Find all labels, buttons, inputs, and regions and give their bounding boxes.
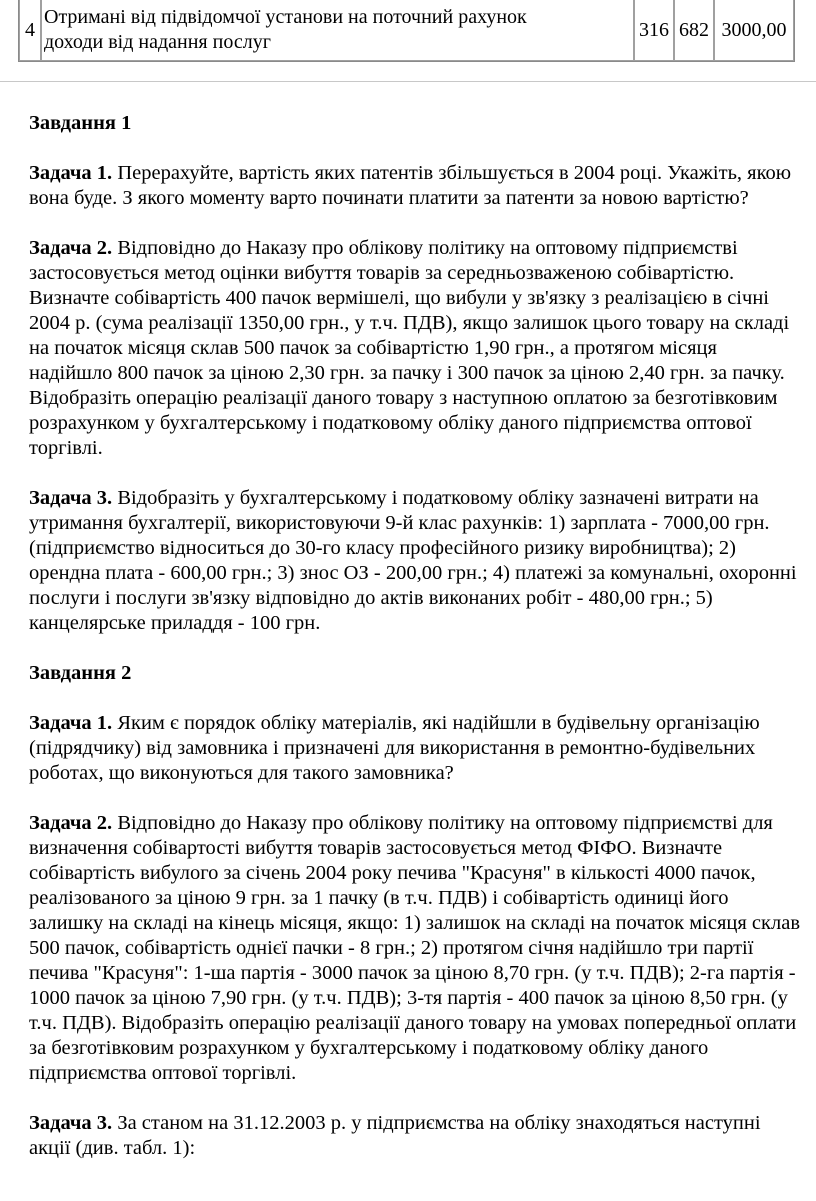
task-paragraph (29, 486, 804, 636)
task-text: Відповідно до Наказу про облікову політику на оптовому підприємстві застосовується метод оцінки вибуття товарів за середньозваженою собівартістю. Визначте собівартість 400 пачок вермішелі, що вибули у зв'язку з реалізацією в січні 2004 р. (сума реалізації 1350,00 грн., у т.ч. ПДВ), якщо залишок цього товару на складі на початок місяця склав 500 пачок за собівартістю 1,90 грн., а протягом місяця надійшло 800 пачок за ціною 2,30 грн. за пачку і 300 пачок за ціною 2,40 грн. за пачку. Відобразіть операцію реалізації даного товару з наступною оплатою за безготівковим розрахунком у бухгалтерському і податковому обліку даного підприємства оптової торгівлі. (29, 237, 790, 459)
task-text: За станом на 31.12.2003 р. у підприємства на обліку знаходяться наступні акції (див. табл. 1): (29, 1112, 761, 1159)
task-text: Відповідно до Наказу про облікову політику на оптовому підприємстві для визначення собівартості вибуття товарів застосовується метод ФІФО. Визначте собівартість вибулого за січень 2004 року печива "Красуня" в кількості 4000 пачок, реалізованого за ціною 9 грн. за 1 пачку (в т.ч. ПДВ) і собівартість одиниці його залишку на складі на кінець місяця, якщо: 1) залишок на складі на початок місяця склав 500 пачок, собівартість однієї пачки - 8 грн.; 2) протягом січня надійшло три партії печива "Красуня": 1-ша партія - 3000 пачок за ціною 8,70 грн. (у т.ч. ПДВ); 2-га партія - 1000 пачок за ціною 7,90 грн. (у т.ч. ПДВ); 3-тя партія - 400 пачок за ціною 8,50 грн. (у т.ч. ПДВ). Відобразіть операцію реалізації даного товару на умовах попередньої оплати за безготівковим розрахунком у бухгалтерському і податковому обліку даного підприємства оптової торгівлі. (29, 812, 801, 1084)
row-account-credit: 682 (674, 0, 714, 61)
task-label: Задача 1. (29, 162, 113, 184)
tasks-content (29, 111, 804, 1186)
task-paragraph (29, 811, 804, 1086)
row-description (41, 0, 634, 61)
task-label: Задача 3. (29, 1112, 113, 1134)
task-label: Задача 1. (29, 712, 113, 734)
task-text: Яким є порядок обліку матеріалів, які надійшли в будівельну організацію (підрядчику) від замовника і призначені для використання в ремонтно-будівельних роботах, що виконуються для такого замовника? (29, 712, 760, 784)
section-heading-2: Завдання 2 (29, 662, 132, 684)
task-text: Перерахуйте, вартість яких патентів збільшується в 2004 році. Укажіть, якою вона буде. З якого моменту варто починати платити за патенти за новою вартістю? (29, 162, 792, 209)
task-label: Задача 2. (29, 812, 113, 834)
table-row (19, 0, 794, 61)
row-description-line1: Отримані від підвідомчої установи на поточний рахунок (44, 6, 527, 28)
task-paragraph (29, 711, 804, 786)
task-label: Задача 3. (29, 487, 113, 509)
row-number: 4 (19, 0, 41, 61)
row-amount: 3000,00 (714, 0, 794, 61)
income-table-fragment (18, 0, 795, 62)
task-label: Задача 2. (29, 237, 113, 259)
horizontal-divider (0, 81, 816, 82)
row-description-line2: доходи від надання послуг (44, 31, 271, 53)
task-paragraph (29, 236, 804, 461)
section-heading-1: Завдання 1 (29, 112, 132, 134)
task-text: Відобразіть у бухгалтерському і податковому обліку зазначені витрати на утримання бухгалтерії, використовуючи 9-й клас рахунків: 1) зарплата - 7000,00 грн. (підприємство відноситься до 30-го класу професійного ризику виробництва); 2) орендна плата - 600,00 грн.; 3) знос ОЗ - 200,00 грн.; 4) платежі за комунальні, охоронні послуги і послуги зв'язку відповідно до актів виконаних робіт - 480,00 грн.; 5) канцелярське приладдя - 100 грн. (29, 487, 797, 634)
task-paragraph (29, 161, 804, 211)
row-account-debit: 316 (634, 0, 674, 61)
task-paragraph (29, 1111, 804, 1161)
